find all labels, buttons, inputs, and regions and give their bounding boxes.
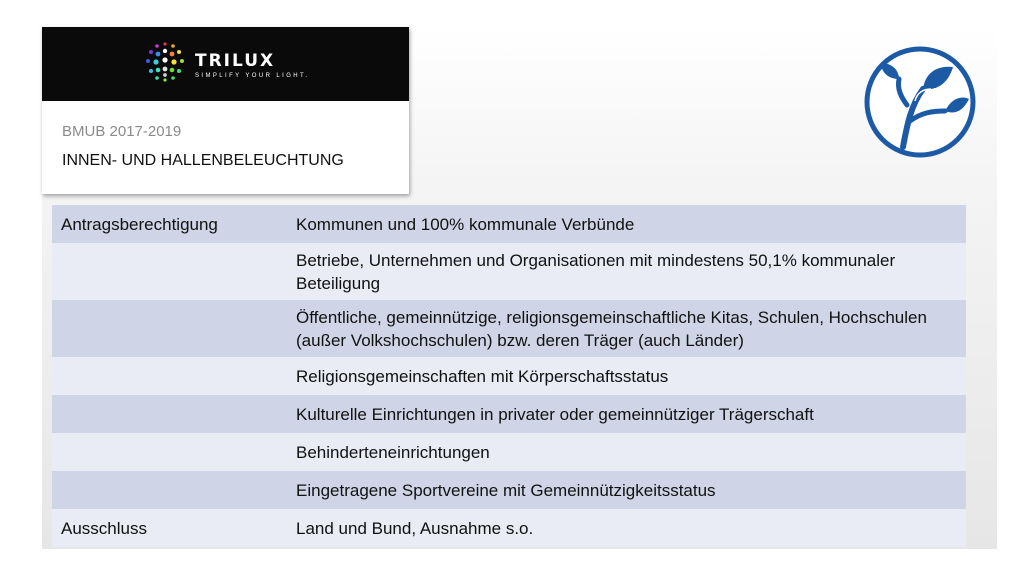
brand-tagline: SIMPLIFY YOUR LIGHT. [195,73,310,79]
table-row [52,300,966,357]
logo-band [42,27,409,101]
table-row [52,243,966,300]
row-label [52,243,288,300]
row-label [52,433,288,471]
table-row [52,433,966,471]
row-label: Ausschluss [52,509,288,547]
row-text: Land und Bund, Ausnahme s.o. [288,509,966,547]
row-text: Betriebe, Unternehmen und Organisationen mit mindestens 50,1% kommunaler Beteiligung [288,243,966,300]
row-label: Antragsberechtigung [52,205,288,243]
row-label [52,357,288,395]
row-label [52,471,288,509]
row-text: Kommunen und 100% kommunale Verbünde [288,205,966,243]
table-row [52,471,966,509]
leaf-plant-icon [863,45,977,159]
row-text: Religionsgemeinschaften mit Körperschaftsstatus [288,357,966,395]
row-text: Eingetragene Sportvereine mit Gemeinnützigkeitsstatus [288,471,966,509]
row-text: Behinderteneinrichtungen [288,433,966,471]
row-text: Kulturelle Einrichtungen in privater oder gemeinnütziger Trägerschaft [288,395,966,433]
header-card [42,27,409,194]
trilux-sphere-logo-icon [143,40,187,84]
brand-name: TRILUX [195,51,276,71]
row-text: Öffentliche, gemeinnützige, religionsgemeinschaftliche Kitas, Schulen, Hochschulen (außer Volkshochschulen) bzw. deren Träger (auch Länder) [288,300,966,357]
table-row [52,205,966,243]
eligibility-table [52,205,966,547]
table-row [52,357,966,395]
table-row [52,509,966,547]
table-row [52,395,966,433]
program-subtitle: BMUB 2017-2019 [62,123,182,140]
row-label [52,300,288,357]
row-label [52,395,288,433]
page-title: INNEN- UND HALLENBELEUCHTUNG [62,152,344,169]
